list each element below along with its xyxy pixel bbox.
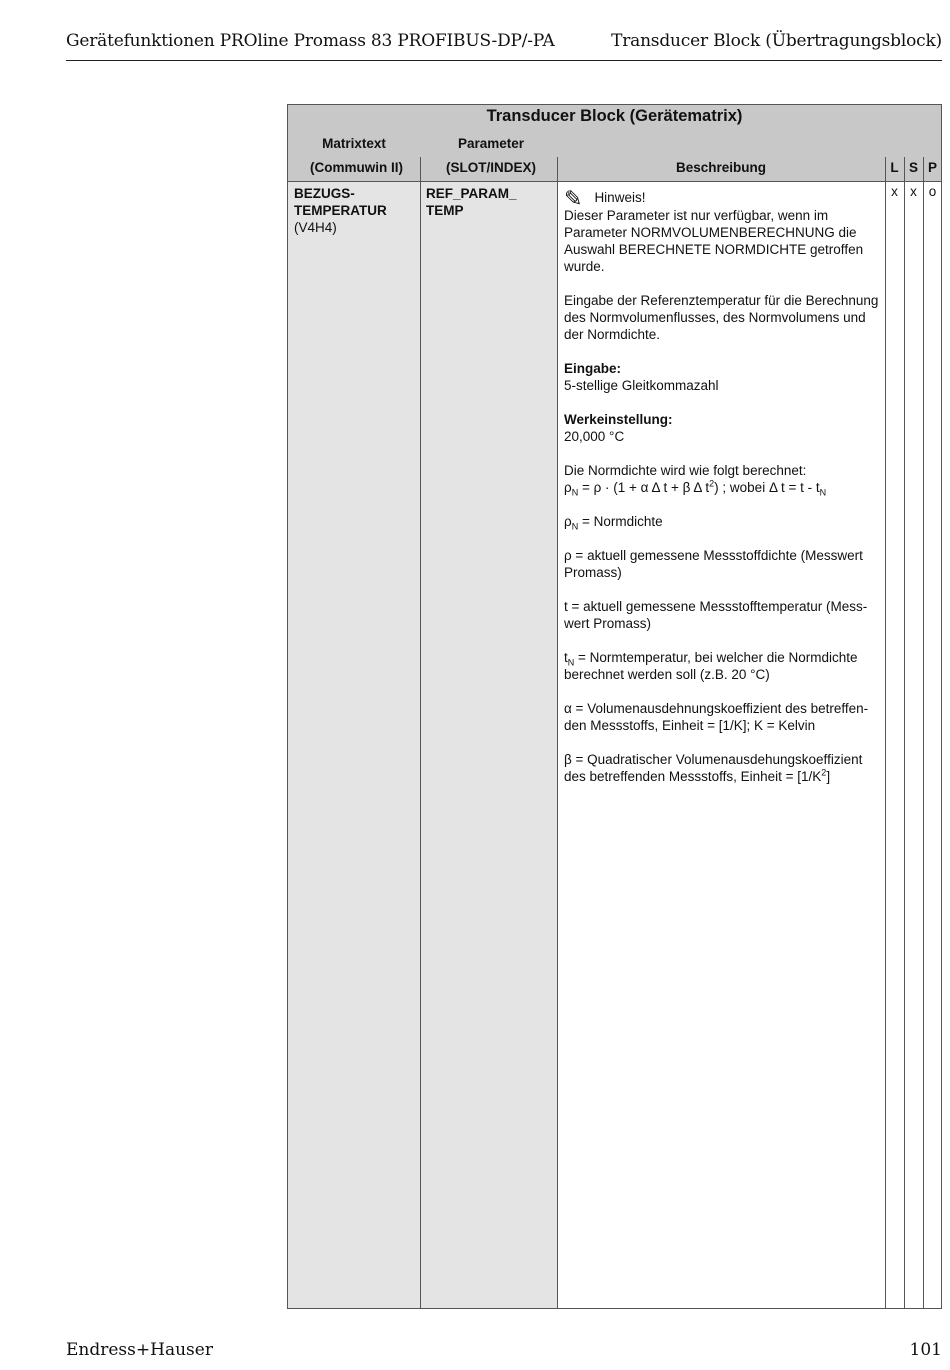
column-divider	[557, 157, 558, 1308]
parameter-cell	[426, 185, 517, 219]
parameter-column-bg	[420, 181, 557, 1308]
def-part: N	[567, 657, 575, 668]
def-part: β = Quadratischer Volumenausdehungskoeffizient des betreffenden Messstoffs, Einheit = [1/K	[564, 752, 863, 784]
formula-part: 2	[709, 478, 715, 489]
input-value: 5-stellige Gleitkommazahl	[564, 378, 719, 393]
def-part: t	[564, 650, 568, 665]
access-l: x	[891, 184, 898, 199]
definition-t: t = aktuell gemessene Messstofftemperatur (Messwert Promass)	[564, 599, 868, 631]
note-text: Dieser Parameter ist nur verfügbar, wenn im Parameter NORMVOLUMENBERECHNUNG die Auswahl BERECHNETE NORMDICHTE getroffen wurde.	[564, 208, 864, 274]
header-parameter: Parameter	[457, 136, 525, 151]
description-cell	[564, 186, 882, 802]
formula-part: N	[819, 487, 827, 498]
matrix-column-bg	[288, 181, 420, 1308]
access-s: x	[910, 184, 917, 199]
formula-part: ρ	[564, 480, 572, 495]
header-commuwin: (Commuwin II)	[310, 160, 403, 175]
header-l: L	[890, 160, 899, 175]
definition-beta	[564, 751, 882, 785]
parameter-name-line: TEMP	[426, 203, 464, 218]
formula-part: N	[571, 487, 579, 498]
matrix-text-line: BEZUGS-	[294, 186, 355, 201]
definition-tn	[564, 649, 882, 683]
column-divider	[923, 157, 924, 1308]
column-divider	[904, 157, 905, 1308]
def-part: N	[571, 521, 579, 532]
table-header	[288, 105, 941, 182]
page-number: 101	[909, 1340, 942, 1360]
formula-part: = ρ · (1 + α Δ t + β Δ t	[578, 480, 710, 495]
def-part: 2	[821, 767, 827, 778]
def-part: = Normdichte	[578, 514, 663, 529]
header-p: P	[927, 160, 937, 175]
table-title: Transducer Block (Gerätematrix)	[486, 107, 743, 125]
default-label: Werkeinstellung:	[564, 412, 673, 427]
def-part: = Normtemperatur, bei welcher die Normdichte berechnet werden soll (z.B. 20 °C)	[564, 650, 858, 682]
access-p: o	[928, 184, 937, 199]
default-value: 20,000 °C	[564, 429, 625, 444]
header-title-left: Gerätefunktionen PROline Promass 83 PROFIBUS-DP/-PA	[66, 31, 555, 51]
header-slot-index: (SLOT/INDEX)	[446, 160, 536, 175]
header-s: S	[908, 160, 918, 175]
note-label: Hinweis!	[594, 190, 646, 205]
formula-part: ) ; wobei Δ t = t - t	[714, 480, 820, 495]
matrix-text-cell	[294, 185, 387, 236]
formula-intro: Die Normdichte wird wie folgt berechnet:	[564, 463, 807, 478]
pencil-icon: ✎	[564, 186, 583, 211]
matrix-code: (V4H4)	[294, 220, 337, 235]
definition-rho: ρ = aktuell gemessene Messstoffdichte (Messwert Promass)	[564, 548, 863, 580]
header-beschreibung: Beschreibung	[675, 160, 767, 175]
transducer-block-table	[287, 104, 942, 1309]
formula-block	[564, 462, 882, 496]
intro-text: Eingabe der Referenztemperatur für die Berechnung des Normvolumenflusses, des Normvolumens und der Normdichte.	[564, 293, 879, 342]
column-divider	[420, 157, 421, 1308]
column-divider	[885, 157, 886, 1308]
definition-normdichte	[564, 513, 882, 530]
header-title-right: Transducer Block (Übertragungsblock)	[611, 31, 942, 51]
formula	[564, 478, 827, 498]
input-label: Eingabe:	[564, 361, 622, 376]
footer-brand: Endress+Hauser	[66, 1340, 213, 1360]
default-block	[564, 411, 882, 445]
definition-alpha: α = Volumenausdehnungskoeffizient des betreffenden Messstoffs, Einheit = [1/K]; K = Kelvin	[564, 701, 869, 733]
def-part: ]	[826, 769, 831, 784]
matrix-text-line: TEMPERATUR	[294, 203, 387, 218]
parameter-name-line: REF_PARAM_	[426, 186, 517, 201]
header-divider	[66, 60, 942, 61]
def-part: ρ	[564, 514, 572, 529]
header-matrixtext: Matrixtext	[322, 136, 386, 151]
input-block	[564, 360, 882, 394]
note-heading	[564, 186, 882, 211]
